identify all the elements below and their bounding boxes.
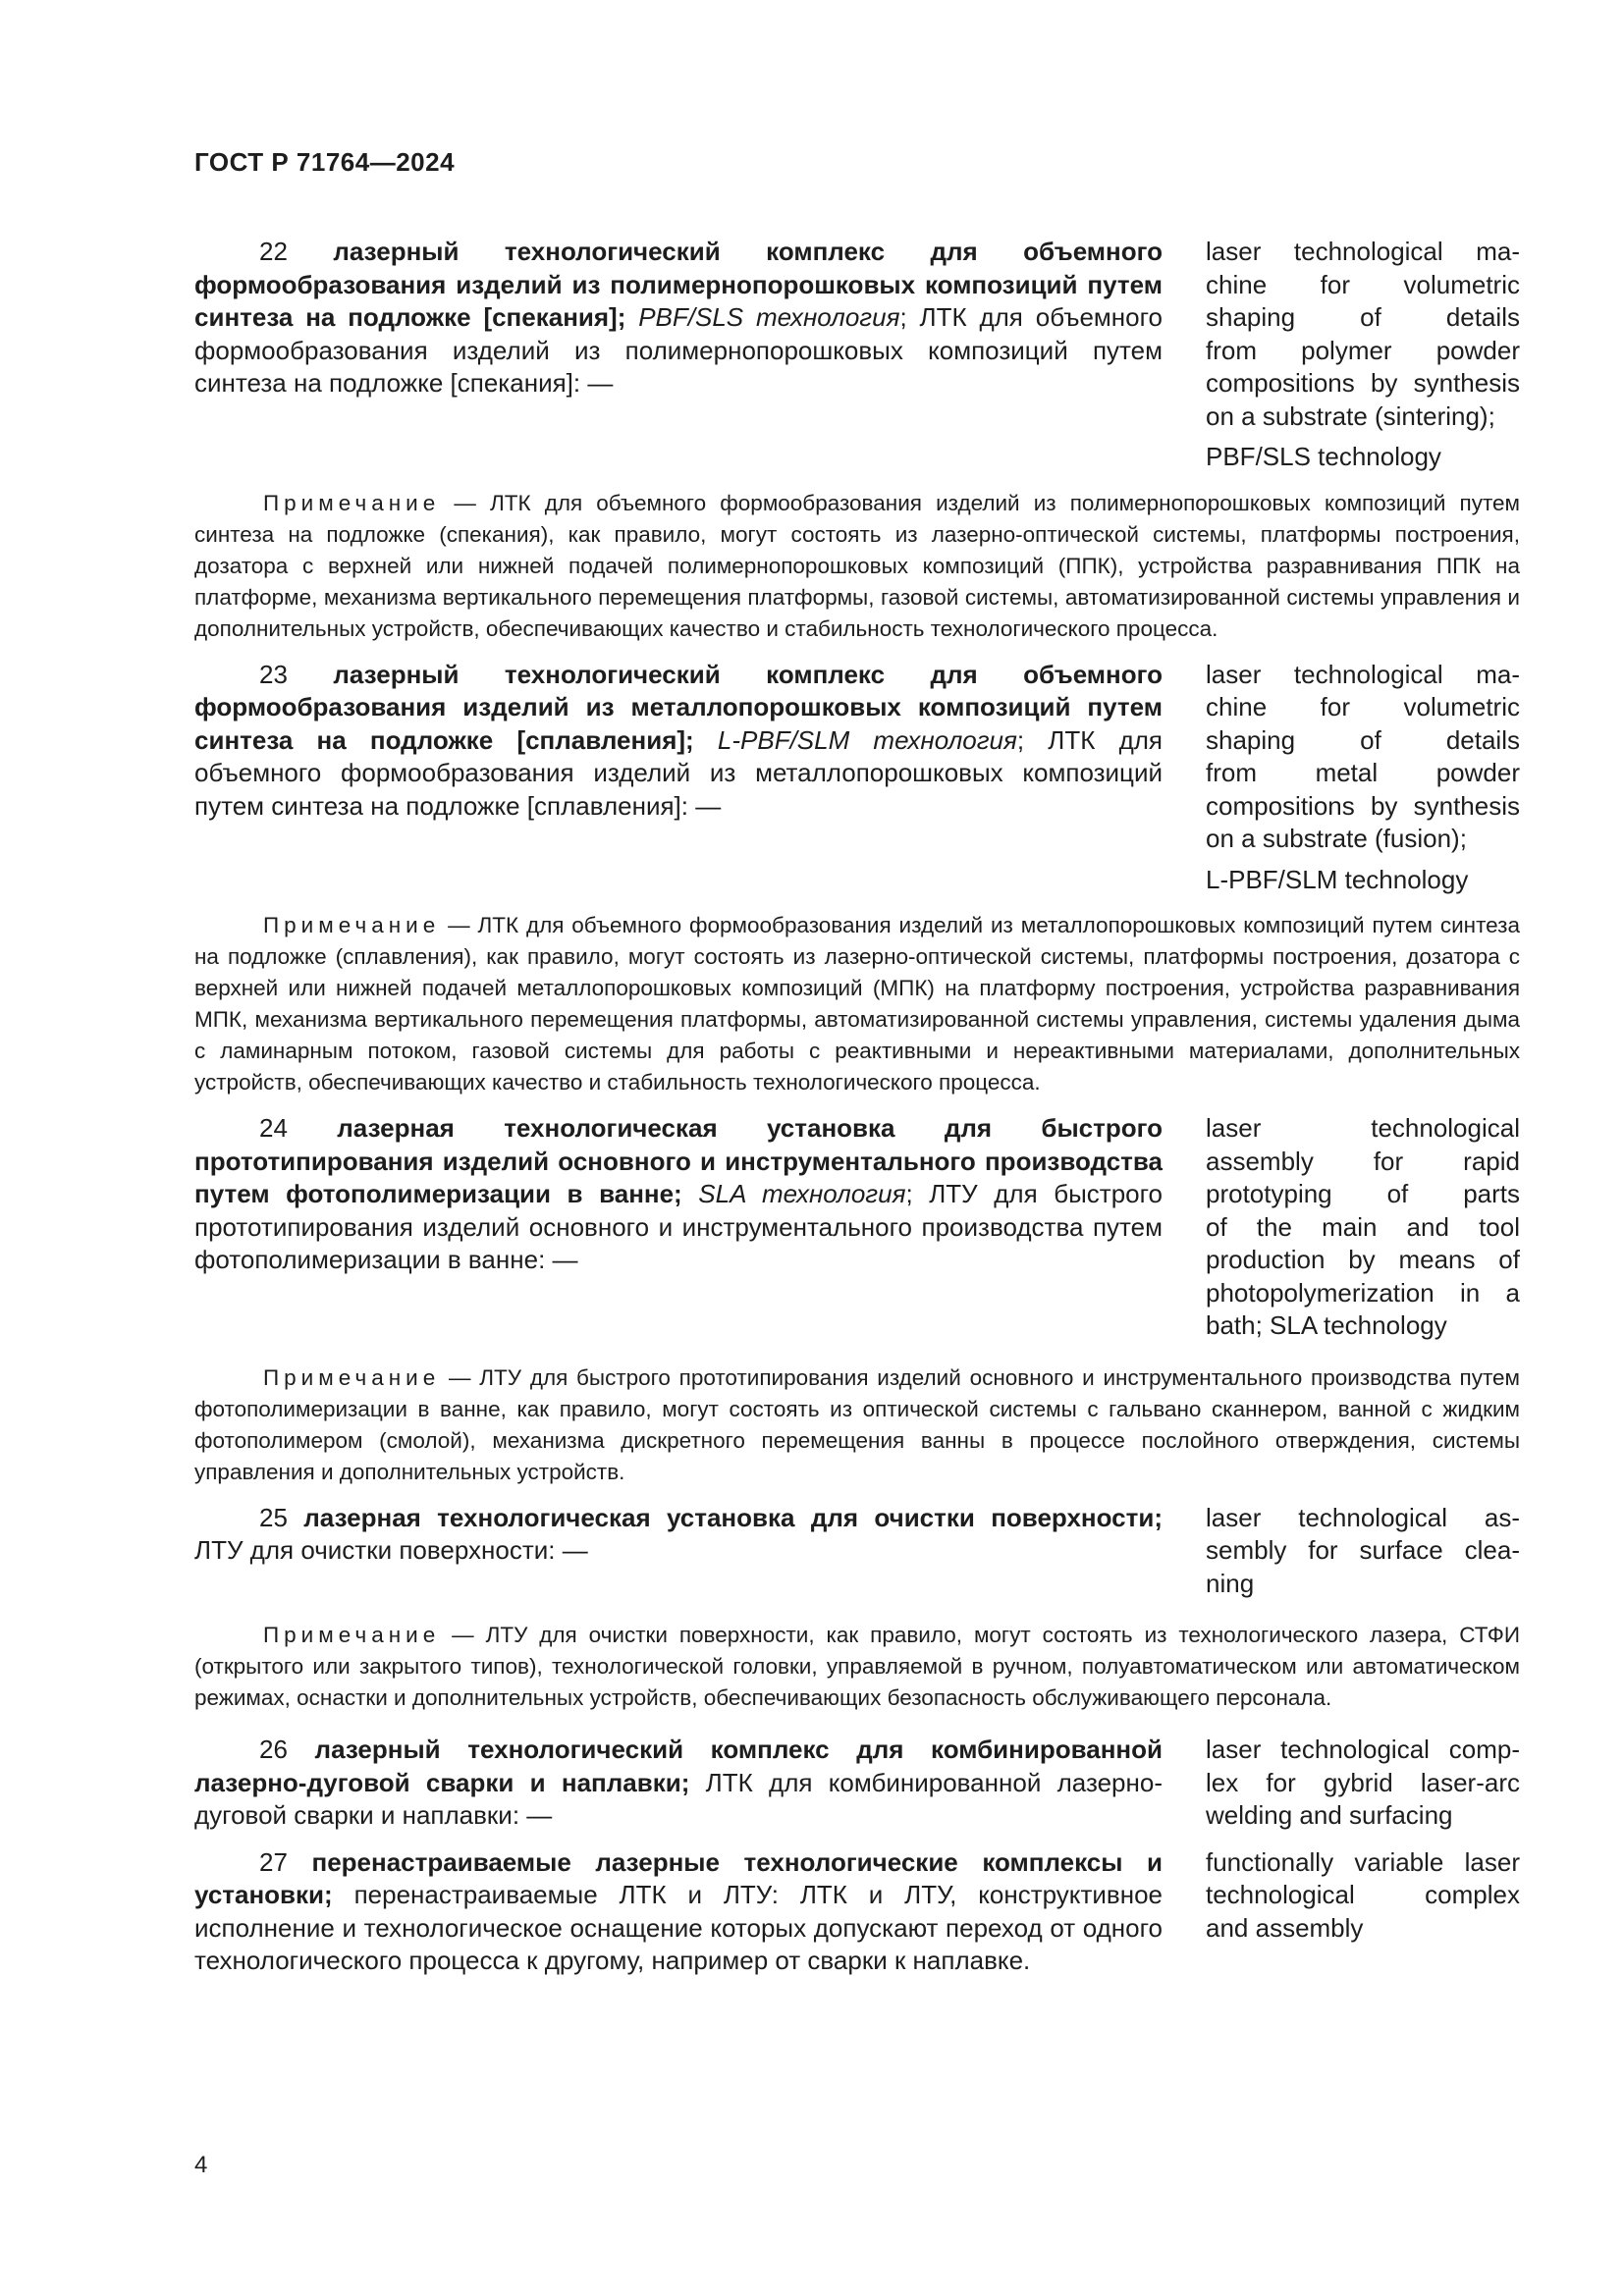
en-line: compositions by synthesis	[1206, 368, 1520, 398]
term-title: лазерный технологический комплекс для объемного формообразования изделий из полимернопорошковых композиций путем синтеза на подложке [спекания];	[194, 237, 1163, 332]
note-text: — ЛТУ для быстрого прототипирования изделий основного и инструментального производства путем фотополимеризации в ванне, как правило, могут состоять из оптической системы с гальвано сканнером, ванной с жидким фотополимером (смолой), механизма дискретного перемещения ванны в процессе послойного отверждения, системы управления и дополнительных устройств.	[194, 1364, 1520, 1484]
term-entry-24	[194, 1112, 1520, 1343]
en-line: laser technological as-	[1206, 1502, 1520, 1532]
term-title: лазерный технологический комплекс для объемного формообразования изделий из металлопорошковых композиций путем синтеза на подложке [сплавления];	[194, 659, 1163, 755]
en-line: production by means of	[1206, 1245, 1520, 1274]
term-number: 26	[259, 1735, 288, 1764]
term-title: перенастраиваемые лазерные технологические комплексы и установки;	[194, 1846, 1163, 1909]
term-entry-22	[194, 236, 1520, 474]
note-text: — ЛТК для объемного формообразования изделий из металлопорошковых композиций путем синтеза на подложке (сплавления), как правило, могут состоять из лазерно-оптической системы, платформы построения, дозатора с верхней или нижней подачей металлопорошковых композиций (МПК) на платформу построения, устройства разравнивания МПК, механизма вертикального перемещения платформы, автоматизированной системы управления, системы удаления дыма с ламинарным потоком, газовой системы для работы с реактивными и нереактивными материалами, дополнительных устройств, обеспечивающих качество и стабильность технологического процесса.	[194, 913, 1520, 1095]
note-text: — ЛТК для объемного формообразования изделий из полимернопорошковых композиций путем синтеза на подложке (спекания), как правило, могут состоять из лазерно-оптической системы, платформы построения, дозатора с верхней или нижней подачей полимернопорошковых композиций (ППК), устройства разравнивания ППК на платформе, механизма вертикального перемещения платформы, газовой системы, автоматизированной системы управления и дополнительных устройств, обеспечивающих качество и стабильность технологического процесса.	[194, 490, 1520, 641]
term-definition-en	[1206, 236, 1520, 474]
term-definition-ru	[194, 1502, 1163, 1568]
term-definition-en	[1206, 1734, 1520, 1833]
term-definition-ru	[194, 236, 1163, 400]
term-synonym: ; ЛТУ для быстрого прототипирования изделий основного и инструментального производства путем фотополимеризации в ванне: —	[194, 1179, 1163, 1274]
en-line: on a substrate (fusion);	[1206, 824, 1467, 853]
en-line: functionally variable laser	[1206, 1846, 1520, 1877]
term-title: лазерная технологическая установка для очистки поверхности;	[303, 1502, 1163, 1532]
en-line: sembly for surface clea-	[1206, 1535, 1520, 1565]
term-number: 25	[259, 1502, 288, 1532]
term-entry-27	[194, 1846, 1520, 1978]
en-line: lex for gybrid laser-arc	[1206, 1767, 1520, 1797]
term-entry-25	[194, 1502, 1520, 1601]
en-line: assembly for rapid	[1206, 1146, 1520, 1176]
term-title: лазерный технологический комплекс для комбинированной лазерно-дуговой сварки и наплавки;	[194, 1735, 1163, 1797]
term-synonym: перенастраиваемые ЛТК и ЛТУ: ЛТК и ЛТУ, конструктивное исполнение и технологическое оснащение которых допускают переход от одного технологического процесса к другому, например от сварки к наплавке.	[194, 1880, 1163, 1975]
term-definition-ru	[194, 659, 1163, 824]
note-label: Примечание	[263, 913, 441, 937]
en-line: ning	[1206, 1568, 1255, 1598]
note-text: — ЛТУ для очистки поверхности, как правило, могут состоять из технологического лазера, СТФИ (открытого или закрытого типов), технологической головки, управляемой в ручном, полуавтоматическом или автоматическом режимах, оснастки и дополнительных устройств, обеспечивающих безопасность обслуживающего персонала.	[194, 1623, 1520, 1710]
term-synonym: ЛТК для комбинированной лазерно-дуговой сварки и наплавки: —	[194, 1767, 1163, 1830]
en-line: laser technological ma-	[1206, 237, 1520, 266]
page-number: 4	[194, 2152, 208, 2178]
en-line: laser technological ma-	[1206, 659, 1520, 689]
term-note-24	[194, 1362, 1520, 1488]
en-line: laser technological comp-	[1206, 1735, 1520, 1764]
en-line: photopolymerization in a	[1206, 1277, 1520, 1308]
term-note-23	[194, 910, 1520, 1098]
en-technology: L-PBF/SLM technology	[1206, 864, 1469, 894]
term-definition-en	[1206, 1846, 1520, 1946]
en-line: laser technological	[1206, 1113, 1520, 1143]
term-definition-en	[1206, 1502, 1520, 1601]
en-line: from metal powder	[1206, 758, 1520, 787]
en-line: shaping of details	[1206, 724, 1520, 755]
en-line: compositions by synthesis	[1206, 790, 1520, 821]
term-note-25	[194, 1620, 1520, 1714]
term-abbreviation: PBF/SLS технология	[638, 302, 900, 332]
en-line: chine for volumetric	[1206, 692, 1520, 721]
term-title: лазерная технологическая установка для быстрого прототипирования изделий основного и инструментального производства путем фотополимеризации в ванне;	[194, 1113, 1163, 1208]
en-line: of the main and tool	[1206, 1211, 1520, 1242]
term-synonym: ; ЛТК для объемного формообразования изделий из металлопорошковых композиций путем синтеза на подложке [сплавления]: —	[194, 724, 1163, 821]
terms-content	[194, 236, 1520, 1978]
term-synonym: ЛТУ для очистки поверхности: —	[194, 1535, 588, 1565]
term-number: 24	[259, 1113, 288, 1143]
en-technology: PBF/SLS technology	[1206, 442, 1441, 471]
note-label: Примечание	[263, 490, 441, 515]
term-abbreviation: SLA технология	[698, 1179, 906, 1208]
en-line: technological complex	[1206, 1880, 1520, 1909]
term-entry-26	[194, 1734, 1520, 1833]
document-header: ГОСТ Р 71764—2024	[194, 147, 456, 177]
term-definition-en	[1206, 1112, 1520, 1343]
term-entry-23	[194, 659, 1520, 897]
en-line: chine for volumetric	[1206, 269, 1520, 299]
term-note-22	[194, 488, 1520, 645]
note-label: Примечание	[263, 1623, 441, 1647]
term-abbreviation: L-PBF/SLM технология	[717, 724, 1017, 755]
term-number: 27	[259, 1846, 288, 1877]
term-synonym: ; ЛТК для объемного формообразования изделий из полимернопорошковых композиций путем синтеза на подложке [спекания]: —	[194, 302, 1163, 398]
en-line: bath; SLA technology	[1206, 1310, 1447, 1340]
en-line: and assembly	[1206, 1912, 1364, 1943]
term-number: 23	[259, 659, 288, 689]
en-line: prototyping of parts	[1206, 1179, 1520, 1208]
en-line: from polymer powder	[1206, 335, 1520, 365]
term-definition-ru	[194, 1846, 1163, 1978]
en-line: on a substrate (sintering);	[1206, 400, 1495, 431]
term-definition-en	[1206, 659, 1520, 897]
term-definition-ru	[194, 1112, 1163, 1277]
note-label: Примечание	[263, 1364, 441, 1390]
en-line: shaping of details	[1206, 302, 1520, 332]
term-number: 22	[259, 237, 288, 266]
en-line: welding and surfacing	[1206, 1800, 1453, 1830]
term-definition-ru	[194, 1734, 1163, 1833]
